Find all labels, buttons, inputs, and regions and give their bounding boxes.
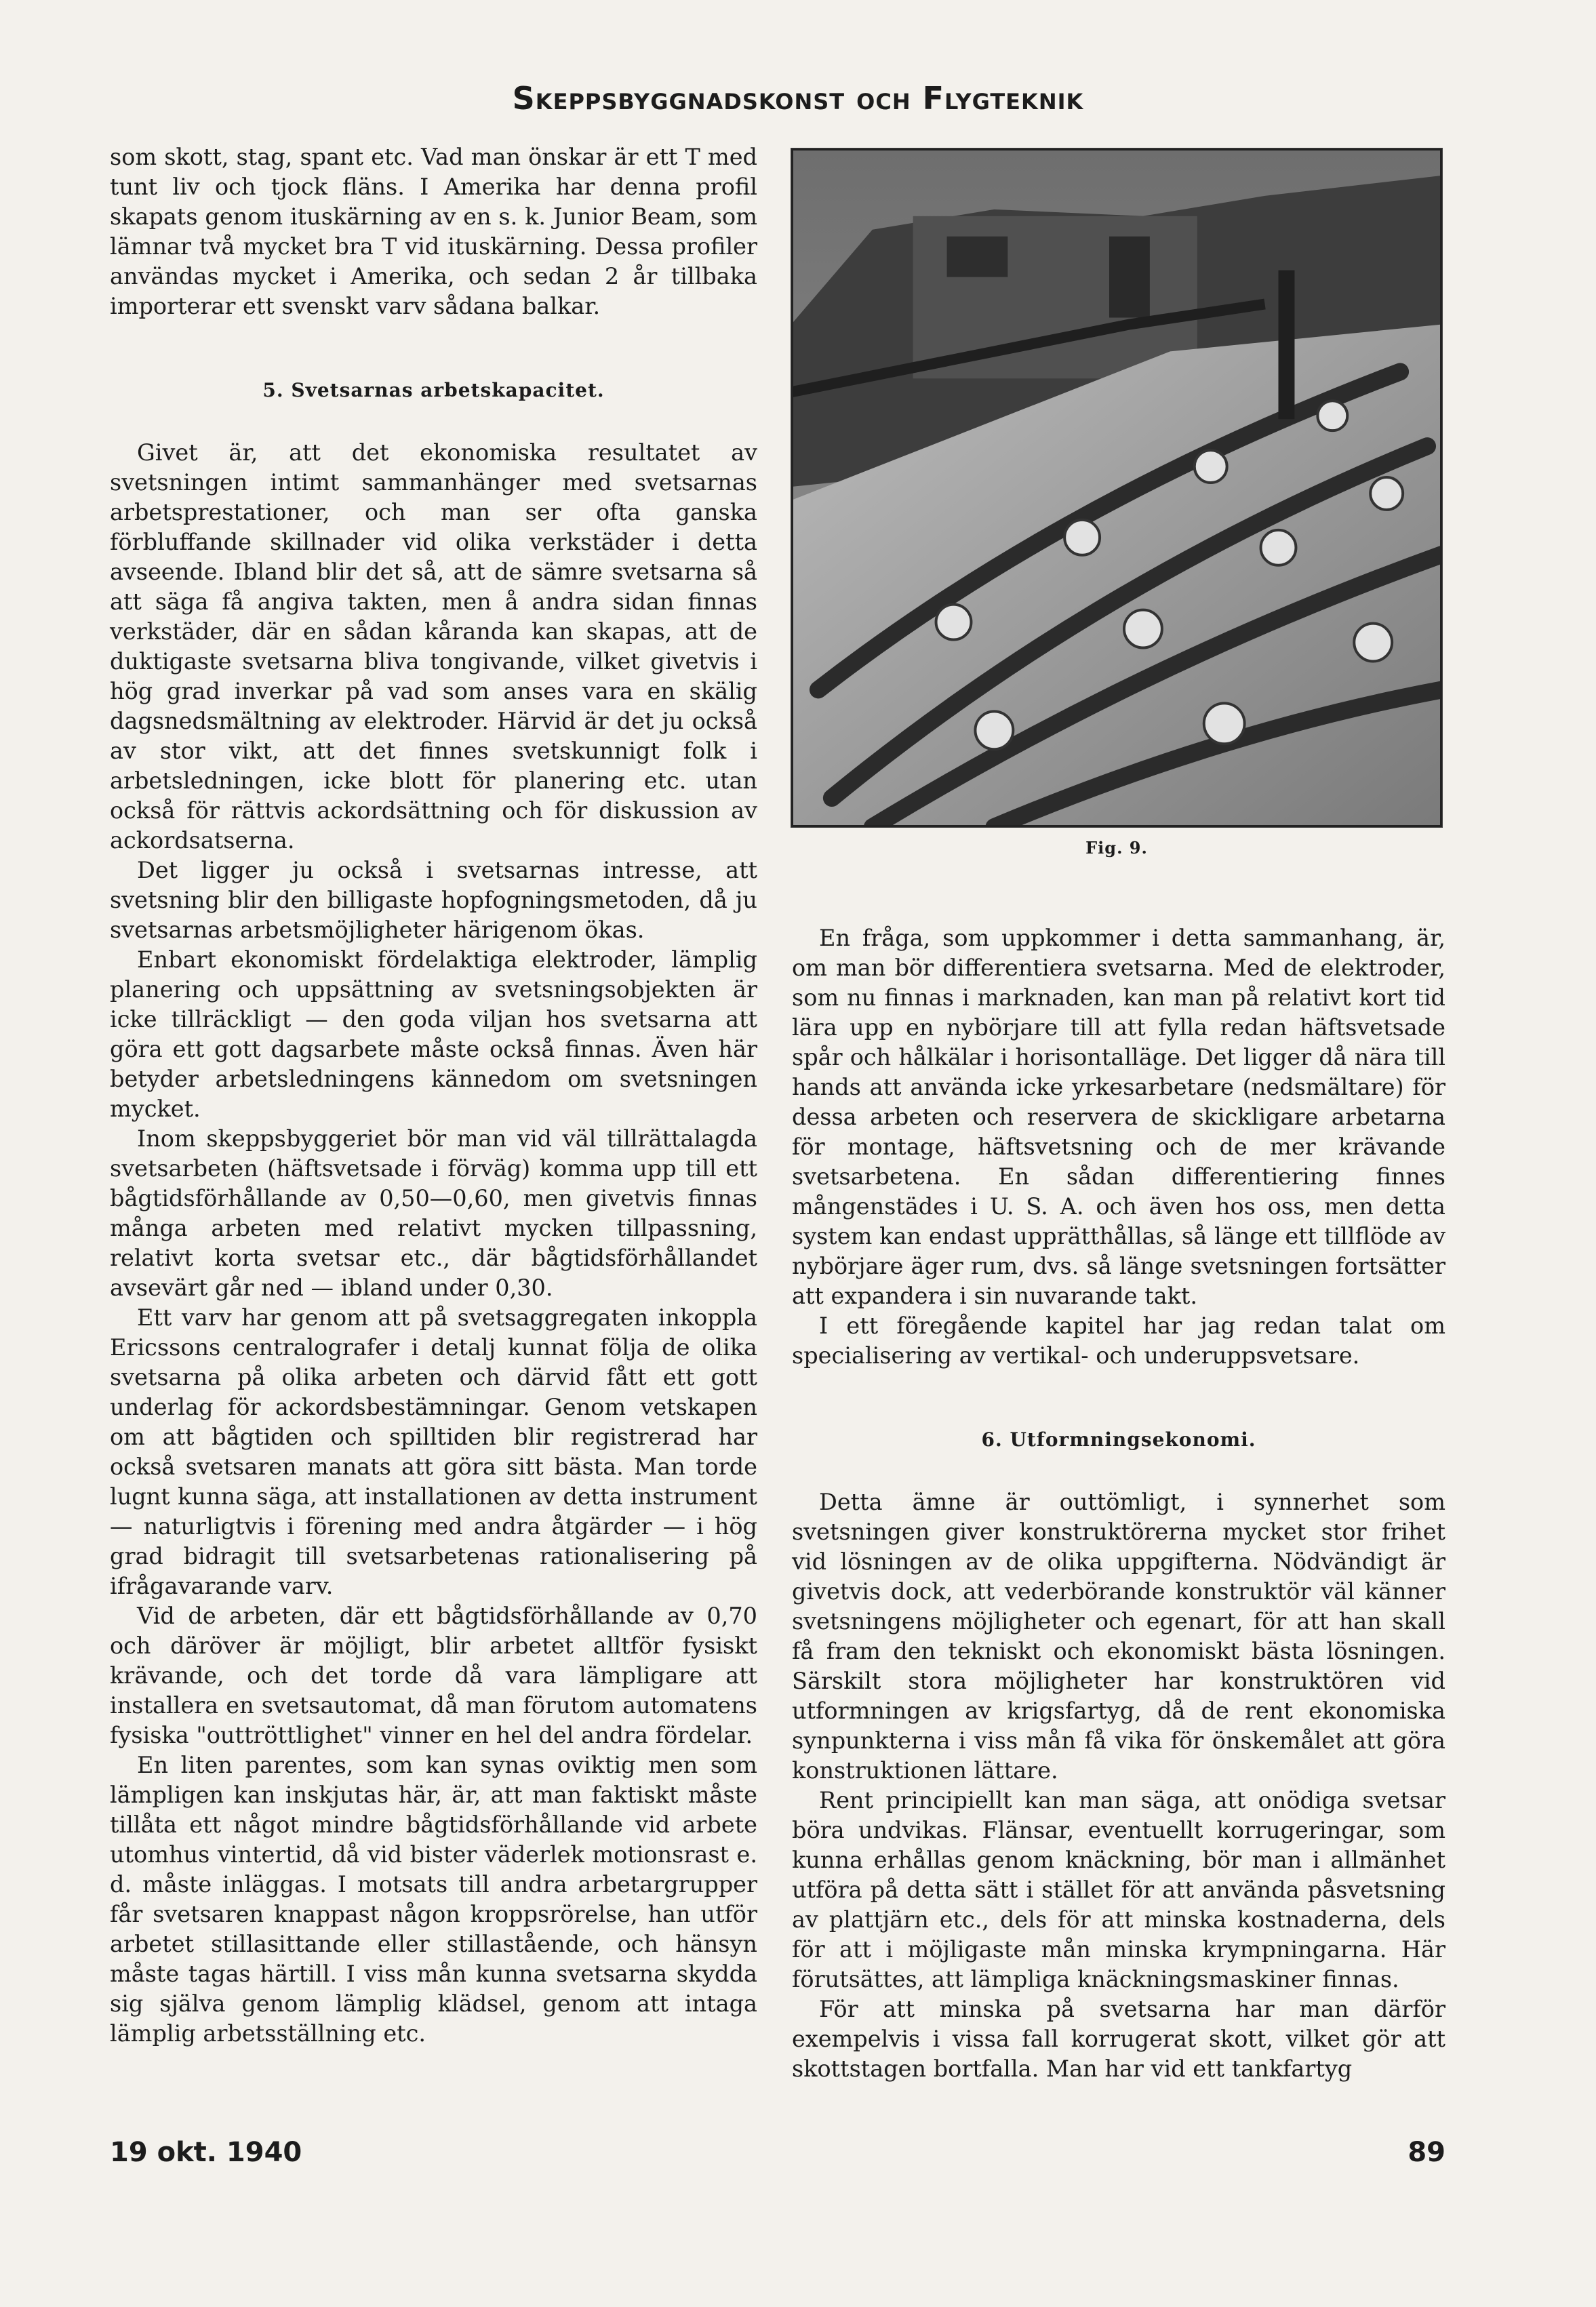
right-column <box>792 923 1445 2084</box>
page-header: Skeppsbyggnadskonst och Flygteknik <box>512 80 1084 117</box>
body-paragraph: Detta ämne är outtömligt, i synnerhet som svetsningen giver konstruktörerna mycket stor frihet vid lösningen av de olika uppgifterna. Nödvändigt är givetvis dock, att vederbörande konstruktör väl känner svetsningens möjligheter och egenart, för att han skall få fram den tekniskt och ekonomiskt bästa lösningen. Särskilt stora möjligheter har konstruktören vid utformningen av krigsfartyg, då de rent ekonomiska synpunkterna i viss mån få vika för önskemålet att göra konstruktionen lättare. <box>792 1489 1445 1784</box>
intro-paragraph: som skott, stag, spant etc. Vad man önskar är ett T med tunt liv och tjock fläns. I Amerika har denna profil skapats genom ituskärning av en s. k. Junior Beam, som lämnar två mycket bra T vid ituskärning. Dessa profiler användas mycket i Amerika, och sedan 2 år tillbaka importerar ett svenskt varv sådana balkar. <box>110 144 757 319</box>
body-paragraph: För att minska på svetsarna har man därför exempelvis i vissa fall korrugerat skott, vilket gör att skottstagen bortfalla. Man har vid ett tankfartyg <box>792 1996 1445 2082</box>
ship-deck-photo <box>791 148 1442 827</box>
issue-date: 19 okt. 1940 <box>110 2137 302 2168</box>
body-paragraph: Ett varv har genom att på svetsaggregaten inkoppla Ericssons centralografer i detalj kunnat följa de olika svetsarna på olika arbeten och därvid fått ett gott underlag för ackordsbestämningar. Genom vetskapen om att bågtiden och spilltiden blir registrerad har också svetsaren manats att göra sitt bästa. Man torde lugnt kunna säga, att installationen av detta instrument — naturligtvis i förening med andra åtgärder — i hög grad bidragit till svetsarbetenas rationalisering på ifrågavarande varv. <box>110 1304 757 1599</box>
section-heading-6: 6. Utformningsekonomi. <box>981 1428 1256 1451</box>
figure-photo <box>791 148 1443 828</box>
body-paragraph: I ett föregående kapitel har jag redan talat om specialisering av vertikal- och underuppsvetsare. <box>792 1312 1445 1369</box>
body-paragraph: En liten parentes, som kan synas oviktig men som lämpligen kan inskjutas här, är, att man faktiskt måste tillåta ett något mindre bågtidsförhållande vid arbete utomhus vintertid, då vid bister väderlek motionsrast e. d. måste inläggas. I motsats till andra arbetargrupper får svetsaren knappast någon kroppsrörelse, han utför arbetet stillasittande eller stillastående, och hänsyn måste tagas härtill. I viss mån kunna svetsarna skydda sig själva genom lämplig klädsel, genom att intaga lämplig arbetsställning etc. <box>110 1752 757 2047</box>
body-paragraph: En fråga, som uppkommer i detta sammanhang, är, om man bör differentiera svetsarna. Med de elektroder, som nu finnas i marknaden, kan man på relativt kort tid lära upp en nybörjare till att fylla redan häftsvetsade spår och hålkälar i horisontalläge. Det ligger då nära till hands att använda icke yrkesarbetare (nedsmältare) för dessa arbeten och reservera de skickligare arbetarna för montage, häftsvetsning och de mer krävande svetsarbetena. En sådan differentiering finnes mångenstädes i U. S. A. och även hos oss, men detta system kan endast upprätthållas, så länge ett tillflöde av nybörjare äger rum, dvs. så länge svetsningen fortsätter att expandera i sin nuvarande takt. <box>792 925 1445 1309</box>
left-column <box>110 142 757 2049</box>
body-paragraph: Enbart ekonomiskt fördelaktiga elektroder, lämplig planering och uppsättning av svetsningsobjekten är icke tillräckligt — den goda viljan hos svetsarna att göra ett gott dagsarbete måste också finnas. Även här betyder arbetsledningens kännedom om svetsningen mycket. <box>110 946 757 1122</box>
body-paragraph: Det ligger ju också i svetsarnas intresse, att svetsning blir den billigaste hopfogningsmetoden, då ju svetsarnas arbetsmöjligheter härigenom ökas. <box>110 857 757 943</box>
body-paragraph: Inom skeppsbyggeriet bör man vid väl tillrättalagda svetsarbeten (häftsvetsade i förväg) komma upp till ett bågtidsförhållande av 0,50—0,60, men givetvis finnas många arbeten med relativt mycken tillpassning, relativt korta svetsar etc., där bågtidsförhållandet avsevärt går ned — ibland under 0,30. <box>110 1125 757 1301</box>
body-paragraph: Givet är, att det ekonomiska resultatet av svetsningen intimt sammanhänger med svetsarnas arbetsprestationer, och man ser ofta ganska förbluffande skillnader vid olika verkstäder i detta avseende. Ibland blir det så, att de sämre svetsarna så att säga få angiva takten, men å andra sidan finnas verkstäder, där en sådan kåranda kan skapas, att de duktigaste svetsarna bliva tongivande, vilket givetvis i hög grad inverkar på vad som anses vara en skälig dagsnedsmältning av elektroder. Härvid är det ju också av stor vikt, att det finnes svetskunnigt folk i arbetsledningen, icke blott för planering etc. utan också för rättvis ackordsättning och för diskussion av ackordsatserna. <box>110 439 757 854</box>
body-paragraph: Vid de arbeten, där ett bågtidsförhållande av 0,70 och däröver är möjligt, blir arbetet alltför fysiskt krävande, och det torde då vara lämpligare att installera en svetsautomat, då man förutom automatens fysiska "outtröttlighet" vinner en hel del andra fördelar. <box>110 1603 757 1748</box>
body-paragraph: Rent principiellt kan man säga, att onödiga svetsar böra undvikas. Flänsar, eventuellt korrugeringar, som kunna erhållas genom knäckning, bör man i allmänhet utföra på detta sätt i stället för att använda påsvetsning av plattjärn etc., dels för att minska kostnaderna, dels för att i möjligaste mån minska krympningarna. Här förutsättes, att lämpliga knäckningsmaskiner finnas. <box>792 1787 1445 1992</box>
page-number: 89 <box>1408 2137 1445 2168</box>
section-heading-5: 5. Svetsarnas arbetskapacitet. <box>262 379 605 401</box>
figure-caption: Fig. 9. <box>1085 838 1148 858</box>
